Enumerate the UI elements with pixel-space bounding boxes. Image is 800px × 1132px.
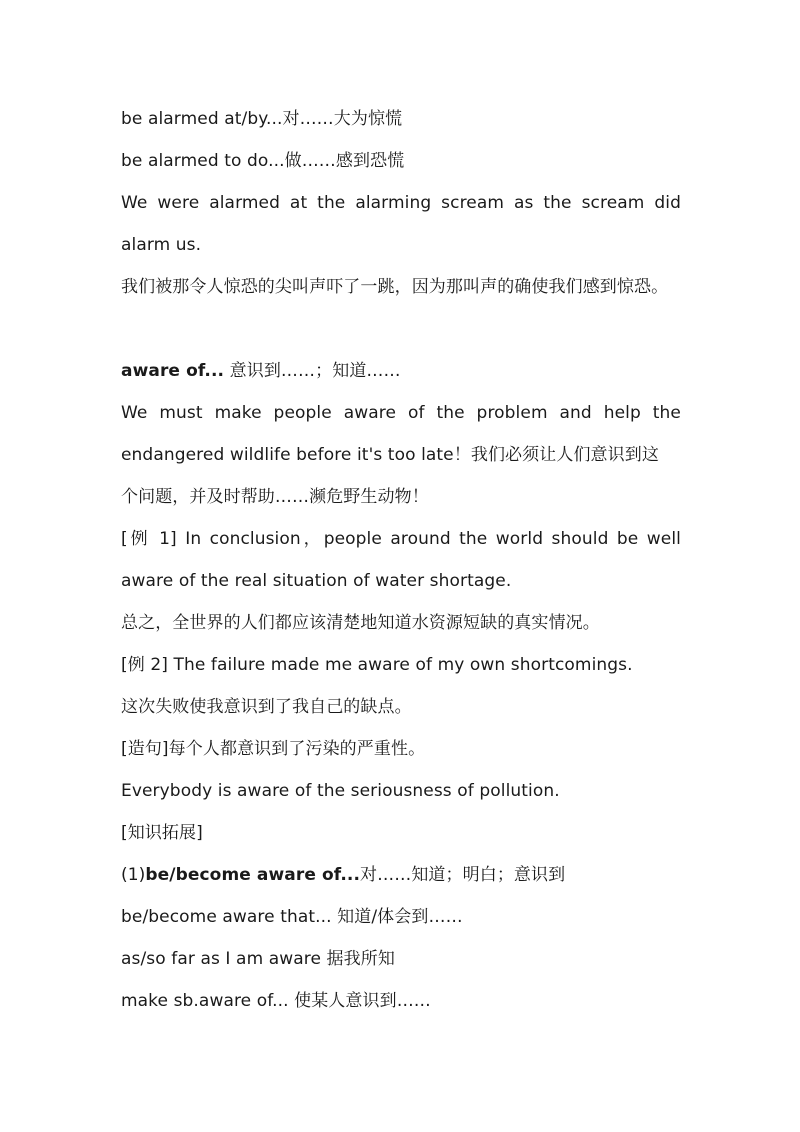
term-bold: aware of... [121, 361, 225, 381]
text-line: [知识拓展] [121, 823, 203, 843]
text-line: make sb.aware of... 使某人意识到…… [121, 991, 431, 1011]
text-line: be/become aware that... 知道/体会到…… [121, 907, 463, 927]
text-line: alarm us. [121, 235, 202, 255]
term-definition: 对……知道；明白；意识到 [360, 865, 566, 885]
example-line: [例 1] In conclusion，people around the world should be well [121, 529, 681, 549]
item-number: (1) [121, 865, 146, 885]
example-line: [例 2] The failure made me aware of my own shortcomings. [121, 655, 633, 675]
text-line: 总之，全世界的人们都应该清楚地知道水资源短缺的真实情况。 [121, 613, 600, 633]
text-line: Everybody is aware of the seriousness of pollution. [121, 781, 560, 801]
text-line: 这次失败使我意识到了我自己的缺点。 [121, 697, 412, 717]
text-line: [造句]每个人都意识到了污染的严重性。 [121, 739, 426, 759]
text-line: endangered wildlife before it's too late！我们必须让人们意识到这 [121, 445, 659, 465]
text-line: 个问题，并及时帮助……濒危野生动物！ [121, 487, 429, 507]
text-line: as/so far as I am aware 据我所知 [121, 949, 395, 969]
section-heading [121, 359, 681, 383]
expansion-item [121, 863, 681, 887]
text-line: be alarmed to do...做……感到恐慌 [121, 151, 405, 171]
text-line: be alarmed at/by...对……大为惊慌 [121, 109, 403, 129]
term-bold: be/become aware of... [145, 865, 361, 885]
term-definition: 意识到……；知道…… [224, 361, 401, 381]
text-line: 我们被那令人惊恐的尖叫声吓了一跳，因为那叫声的确使我们感到惊恐。 [121, 277, 669, 297]
text-line: We were alarmed at the alarming scream as the scream did [121, 193, 681, 213]
text-line: We must make people aware of the problem and help the [121, 403, 681, 423]
text-line: aware of the real situation of water shortage. [121, 571, 512, 591]
